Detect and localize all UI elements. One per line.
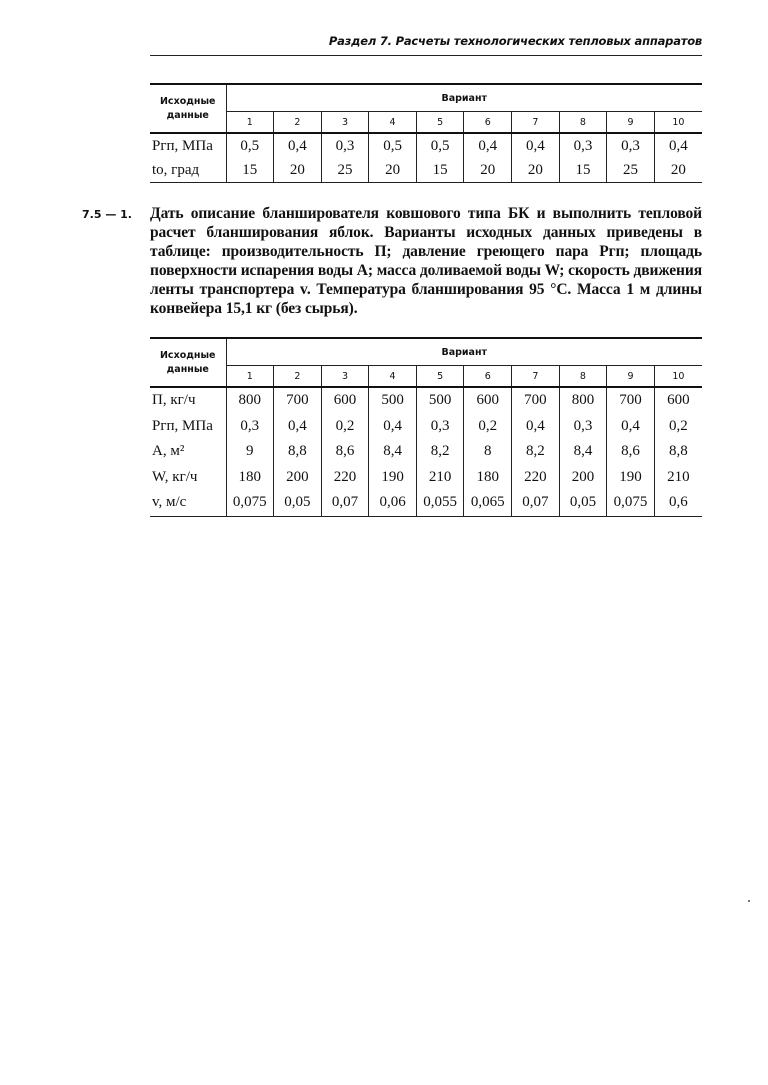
variant-number: 1 xyxy=(226,112,274,134)
table-cell: 600 xyxy=(321,387,369,414)
row-label: Pгп, МПа xyxy=(152,138,213,154)
variants-table-1 xyxy=(150,83,702,183)
row-label: W, кг/ч xyxy=(152,468,198,485)
table-cell: 0,055 xyxy=(416,490,464,516)
variant-numbers-row xyxy=(150,366,702,388)
table-cell: 0,065 xyxy=(464,490,512,516)
table-cell: 0,3 xyxy=(559,414,607,440)
table-row xyxy=(150,158,702,183)
table-cell: 8,4 xyxy=(369,439,417,465)
table-cell: 8,6 xyxy=(321,439,369,465)
table-row xyxy=(150,465,702,491)
table-cell: 0,3 xyxy=(416,414,464,440)
table-cell: 800 xyxy=(226,387,274,414)
table-cell: 0,4 xyxy=(512,414,560,440)
page-header: Раздел 7. Расчеты технологических тепловых аппаратов xyxy=(328,34,702,48)
table-cell: 0,07 xyxy=(321,490,369,516)
table-cell: 800 xyxy=(559,387,607,414)
variant-number: 3 xyxy=(321,112,369,134)
variant-number: 5 xyxy=(416,366,464,388)
variant-number: 3 xyxy=(321,366,369,388)
table-cell: 20 xyxy=(464,158,512,183)
table-cell: 0,4 xyxy=(274,414,322,440)
variant-number: 4 xyxy=(369,112,417,134)
task-number: 7.5 — 1. xyxy=(82,208,132,221)
variant-number: 10 xyxy=(654,112,702,134)
table-cell: 8,2 xyxy=(512,439,560,465)
table-cell: 600 xyxy=(654,387,702,414)
variant-header: Вариант xyxy=(226,84,702,112)
table-cell: 8,8 xyxy=(274,439,322,465)
table-cell: 0,4 xyxy=(654,133,702,158)
table-cell: 8,2 xyxy=(416,439,464,465)
table-cell: 190 xyxy=(607,465,655,491)
table-cell: 20 xyxy=(369,158,417,183)
source-data-header: Исходные данные xyxy=(150,338,226,387)
table-cell: 500 xyxy=(369,387,417,414)
table-cell: 0,05 xyxy=(559,490,607,516)
table-cell: 190 xyxy=(369,465,417,491)
table-cell: 0,4 xyxy=(274,133,322,158)
variant-number: 10 xyxy=(654,366,702,388)
variant-number: 9 xyxy=(607,112,655,134)
table-cell: 25 xyxy=(321,158,369,183)
table-row xyxy=(150,133,702,158)
table-cell: 0,075 xyxy=(226,490,274,516)
table-row xyxy=(150,387,702,414)
row-label: tо, град xyxy=(150,158,226,183)
variant-numbers-row xyxy=(150,112,702,134)
variants-table-2 xyxy=(150,337,702,517)
table-cell: 600 xyxy=(464,387,512,414)
table-cell: 15 xyxy=(416,158,464,183)
table-cell: 0,2 xyxy=(654,414,702,440)
table-cell: 200 xyxy=(559,465,607,491)
table-cell: 0,075 xyxy=(607,490,655,516)
row-label: Pгп, МПа xyxy=(152,417,213,434)
table-cell: 700 xyxy=(512,387,560,414)
table-cell: 0,3 xyxy=(226,414,274,440)
variant-number: 7 xyxy=(512,366,560,388)
variant-number: 6 xyxy=(464,366,512,388)
table-cell: 8,8 xyxy=(654,439,702,465)
table-cell: 210 xyxy=(654,465,702,491)
table-cell: 0,6 xyxy=(654,490,702,516)
scan-speck xyxy=(748,900,750,902)
table-cell: 15 xyxy=(226,158,274,183)
table-cell: 9 xyxy=(226,439,274,465)
variant-number: 8 xyxy=(559,366,607,388)
table-cell: 700 xyxy=(607,387,655,414)
header-divider xyxy=(150,55,702,56)
variant-number: 4 xyxy=(369,366,417,388)
table-row xyxy=(150,490,702,516)
variant-number: 8 xyxy=(559,112,607,134)
variant-number: 1 xyxy=(226,366,274,388)
table-cell: 8 xyxy=(464,439,512,465)
row-label: A, м² xyxy=(152,443,185,459)
variant-number: 5 xyxy=(416,112,464,134)
table-cell: 0,4 xyxy=(607,414,655,440)
row-label: П, кг/ч xyxy=(152,392,196,408)
table-cell: 8,6 xyxy=(607,439,655,465)
table-cell: 25 xyxy=(607,158,655,183)
source-data-header: Исходные данные xyxy=(150,84,226,133)
table-row xyxy=(150,439,702,465)
table-cell: 0,2 xyxy=(321,414,369,440)
table-row xyxy=(150,414,702,440)
table-cell: 220 xyxy=(321,465,369,491)
variant-header: Вариант xyxy=(226,338,702,366)
table-cell: 0,2 xyxy=(464,414,512,440)
table-cell: 0,4 xyxy=(369,414,417,440)
table-cell: 0,05 xyxy=(274,490,322,516)
variant-number: 9 xyxy=(607,366,655,388)
variant-number: 2 xyxy=(274,366,322,388)
table-cell: 20 xyxy=(654,158,702,183)
variant-number: 2 xyxy=(274,112,322,134)
table-cell: 0,07 xyxy=(512,490,560,516)
task-description: Дать описание бланширователя ковшового типа БК и выполнить тепловой расчет бланширования яблок. Варианты исходных данных приведены в таблице: производительность П; давление греющего пара Pгп; площадь поверхности испарения воды A; масса доливаемой воды W; скорость движения ленты транспортера v. Температура бланширования 95 °С. Масса 1 м длины конвейера 15,1 кг (без сырья). xyxy=(150,205,702,317)
row-label: v, м/с xyxy=(150,490,226,516)
table-cell: 20 xyxy=(512,158,560,183)
table-cell: 210 xyxy=(416,465,464,491)
table-cell: 0,3 xyxy=(559,133,607,158)
table-cell: 0,4 xyxy=(512,133,560,158)
table-cell: 20 xyxy=(274,158,322,183)
table-cell: 0,5 xyxy=(369,133,417,158)
table-cell: 700 xyxy=(274,387,322,414)
table-cell: 0,5 xyxy=(226,133,274,158)
table-cell: 0,4 xyxy=(464,133,512,158)
table-cell: 220 xyxy=(512,465,560,491)
table-cell: 0,3 xyxy=(321,133,369,158)
table-cell: 15 xyxy=(559,158,607,183)
table-cell: 500 xyxy=(416,387,464,414)
table-cell: 0,06 xyxy=(369,490,417,516)
variant-number: 6 xyxy=(464,112,512,134)
table-cell: 0,5 xyxy=(416,133,464,158)
table-cell: 180 xyxy=(464,465,512,491)
table-cell: 200 xyxy=(274,465,322,491)
table-cell: 0,3 xyxy=(607,133,655,158)
table-cell: 8,4 xyxy=(559,439,607,465)
variant-number: 7 xyxy=(512,112,560,134)
table-cell: 180 xyxy=(226,465,274,491)
